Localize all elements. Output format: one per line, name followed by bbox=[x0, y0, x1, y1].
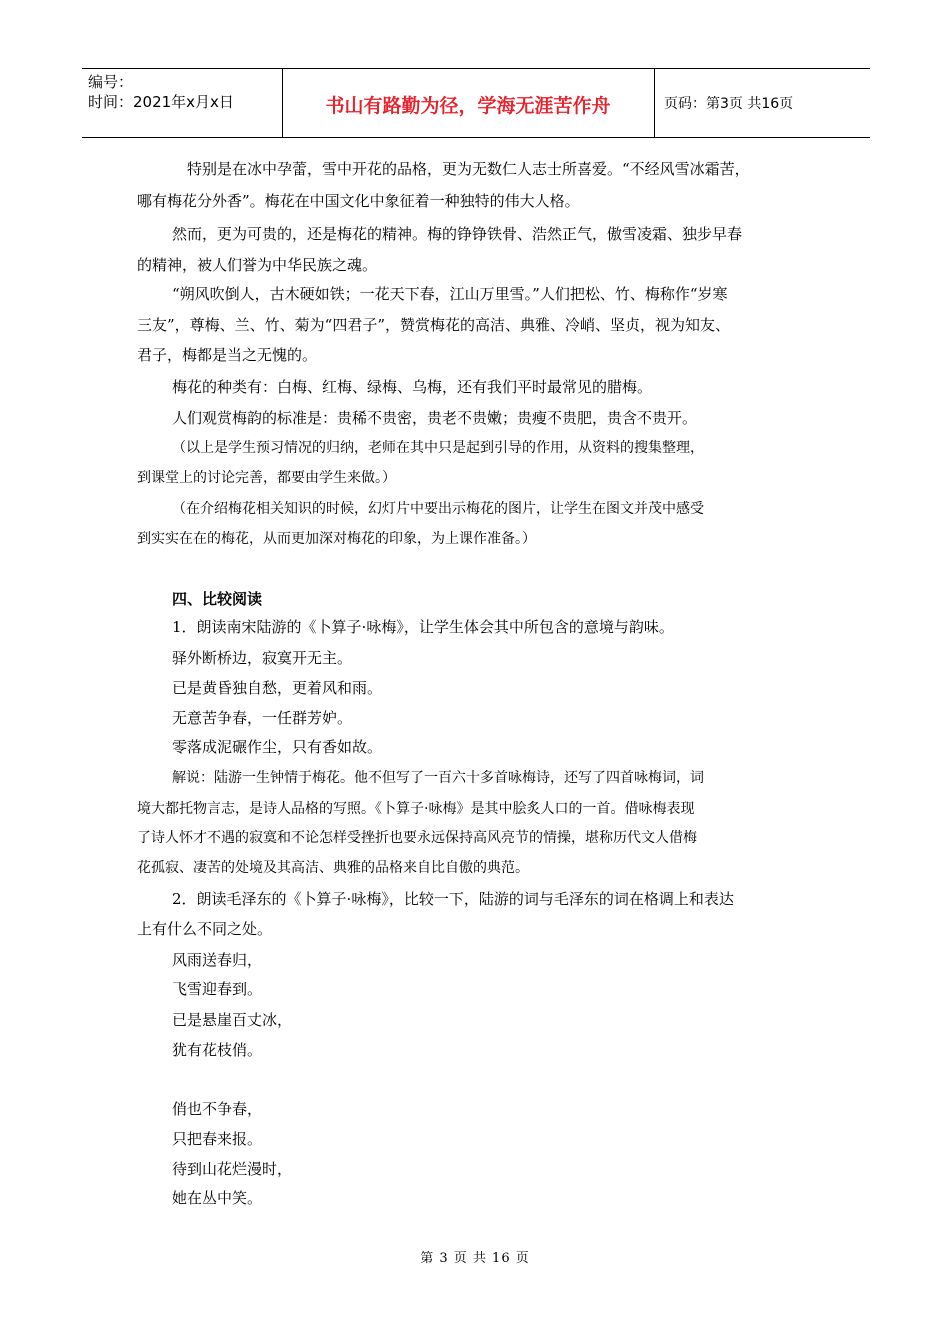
paragraph-line: 境大都托物言志，是诗人品格的写照。《卜算子·咏梅》是其中脍炙人口的一首。借咏梅表现 bbox=[137, 801, 695, 817]
note-line: 到课堂上的讨论完善，都要由学生来做。） bbox=[137, 470, 396, 486]
time-label: 时间：2021年x月x日 bbox=[88, 93, 234, 111]
paragraph-line: 君子，梅都是当之无愧的。 bbox=[137, 346, 318, 364]
poem-line: 待到山花烂漫时， bbox=[172, 1160, 293, 1178]
note-line: （以上是学生预习情况的归纳，老师在其中只是起到引导的作用，从资料的搜集整理， bbox=[172, 440, 704, 456]
paragraph-line: 哪有梅花分外香”。梅花在中国文化中象征着一种独特的伟大人格。 bbox=[137, 192, 580, 210]
header-divider bbox=[654, 69, 655, 137]
poem-line: 只把春来报。 bbox=[172, 1130, 263, 1148]
poem-line: 她在丛中笑。 bbox=[172, 1189, 263, 1207]
poem-line: 飞雪迎春到。 bbox=[172, 980, 263, 998]
poem-line: 风雨送春归， bbox=[172, 951, 263, 969]
paragraph-line: 1．朗读南宋陆游的《卜算子·咏梅》，让学生体会其中所包含的意境与韵味。 bbox=[172, 618, 674, 636]
page-header bbox=[82, 68, 870, 138]
page-footer: 第 3 页 共 16 页 bbox=[420, 1251, 530, 1266]
paragraph-line: “朔风吹倒人，古木硬如铁；一花天下春，江山万里雪。”人们把松、竹、梅称作“岁寒 bbox=[172, 285, 728, 303]
number-label: 编号： bbox=[88, 73, 134, 91]
paragraph-line: 三友”，尊梅、兰、竹、菊为“四君子”，赞赏梅花的高洁、典雅、冷峭、坚贞，视为知友、 bbox=[137, 316, 731, 334]
header-page-info: 页码：第3页 共16页 bbox=[664, 96, 794, 112]
section-heading: 四、比较阅读 bbox=[172, 590, 263, 608]
note-line: （在介绍梅花相关知识的时候，幻灯片中要出示梅花的图片，让学生在图文并茂中感受 bbox=[172, 501, 704, 517]
paragraph-line: 2．朗读毛泽东的《卜算子·咏梅》，比较一下，陆游的词与毛泽东的词在格调上和表达 bbox=[172, 890, 734, 908]
poem-line: 无意苦争春，一任群芳妒。 bbox=[172, 709, 353, 727]
header-meta bbox=[88, 72, 278, 112]
paragraph-line: 的精神，被人们誉为中华民族之魂。 bbox=[137, 256, 378, 274]
paragraph-line: 然而，更为可贵的，还是梅花的精神。梅的铮铮铁骨、浩然正气，傲雪凌霜、独步早春 bbox=[172, 225, 743, 243]
header-motto: 书山有路勤为径，学海无涯苦作舟 bbox=[325, 95, 611, 117]
note-line: 到实实在在的梅花，从而更加深对梅花的印象，为上课作准备。） bbox=[137, 531, 536, 547]
poem-line: 俏也不争春， bbox=[172, 1100, 263, 1118]
paragraph-line: 特别是在冰中孕蕾，雪中开花的品格，更为无数仁人志士所喜爱。“不经风雪冰霜苦， bbox=[187, 160, 750, 178]
paragraph-line: 了诗人怀才不遇的寂寞和不论怎样受挫折也要永远保持高风亮节的情操，堪称历代文人借梅 bbox=[137, 830, 697, 846]
paragraph-line: 人们观赏梅韵的标准是：贵稀不贵密，贵老不贵嫩；贵瘦不贵肥，贵含不贵开。 bbox=[172, 409, 698, 427]
poem-line: 已是悬崖百丈冰， bbox=[172, 1011, 293, 1029]
paragraph-line: 花孤寂、凄苦的处境及其高洁、典雅的品格来自比自傲的典范。 bbox=[137, 860, 529, 876]
poem-line: 零落成泥碾作尘，只有香如故。 bbox=[172, 738, 383, 756]
poem-line: 驿外断桥边，寂寞开无主。 bbox=[172, 649, 353, 667]
poem-line: 犹有花枝俏。 bbox=[172, 1041, 263, 1059]
paragraph-line: 解说：陆游一生钟情于梅花。他不但写了一百六十多首咏梅诗，还写了四首咏梅词，词 bbox=[172, 770, 704, 786]
paragraph-line: 上有什么不同之处。 bbox=[137, 920, 273, 938]
paragraph-line: 梅花的种类有：白梅、红梅、绿梅、乌梅，还有我们平时最常见的腊梅。 bbox=[172, 378, 653, 396]
poem-line: 已是黄昏独自愁，更着风和雨。 bbox=[172, 679, 383, 697]
